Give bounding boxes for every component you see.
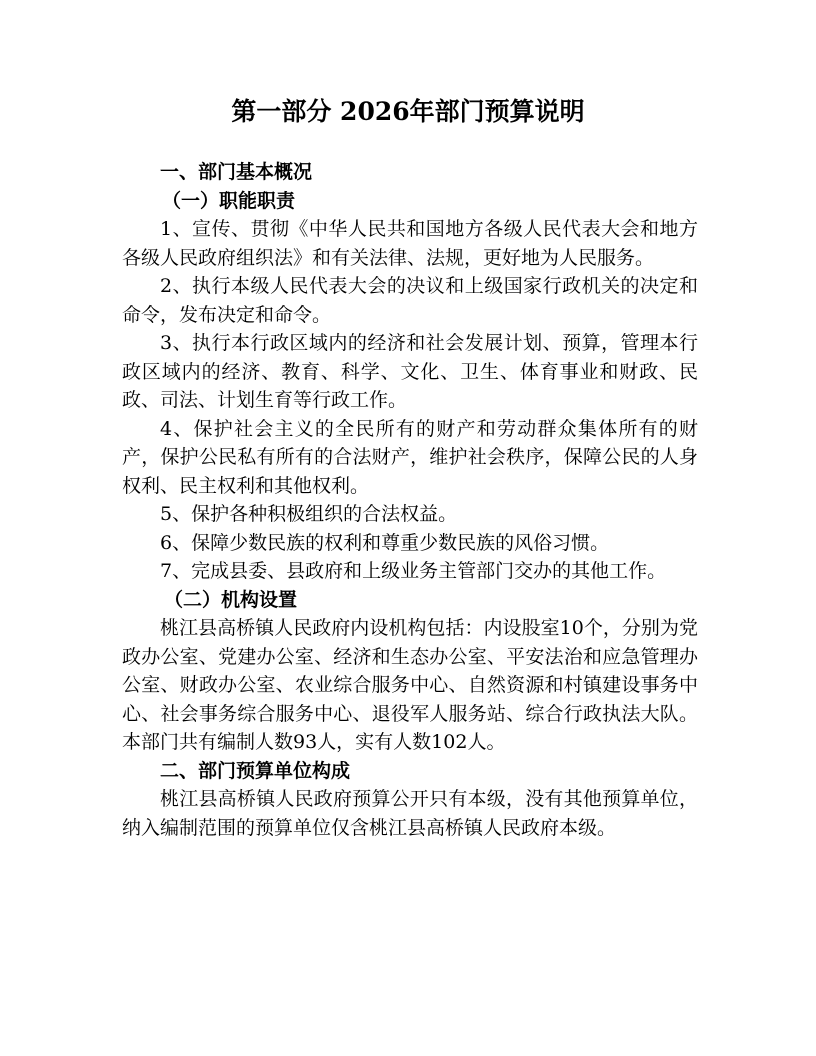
function-item: 3、执行本行政区域内的经济和社会发展计划、预算，管理本行政区域内的经济、教育、科学、文化、卫生、体育事业和财政、民政、司法、计划生育等行政工作。 [122,332,698,411]
organization-paragraph: 桃江县高桥镇人民政府内设机构包括：内设股室10个，分别为党政办公室、党建办公室、经济和生态办公室、平安法治和应急管理办公室、财政办公室、农业综合服务中心、自然资源和村镇建设事务中心、社会事务综合服务中心、退役军人服务站、综合行政执法大队。本部门共有编制人数93人，实有人数102人。 [122,617,698,753]
subsection-heading-functions: （一）职能职责 [162,189,296,212]
function-item: 7、完成县委、县政府和上级业务主管部门交办的其他工作。 [160,560,667,582]
document-body [122,158,698,842]
section-heading-overview: 一、部门基本概况 [160,161,313,183]
budget-units-paragraph: 桃江县高桥镇人民政府预算公开只有本级，没有其他预算单位，纳入编制范围的预算单位仅含桃江县高桥镇人民政府本级。 [122,788,698,839]
function-item: 5、保护各种积极组织的合法权益。 [160,503,458,525]
function-item: 2、执行本级人民代表大会的决议和上级国家行政机关的决定和命令，发布决定和命令。 [122,275,698,326]
function-item: 4、保护社会主义的全民所有的财产和劳动群众集体所有的财产，保护公民私有所有的合法财产，维护社会秩序，保障公民的人身权利、民主权利和其他权利。 [122,417,698,497]
page-title: 第一部分 2026年部门预算说明 [231,97,585,126]
function-item: 1、宣传、贯彻《中华人民共和国地方各级人民代表大会和地方各级人民政府组织法》和有关法律、法规，更好地为人民服务。 [122,218,698,269]
section-heading-budget-units: 二、部门预算单位构成 [160,759,351,782]
function-item: 6、保障少数民族的权利和尊重少数民族的风俗习惯。 [160,531,610,554]
subsection-heading-organization: （二）机构设置 [164,588,298,611]
